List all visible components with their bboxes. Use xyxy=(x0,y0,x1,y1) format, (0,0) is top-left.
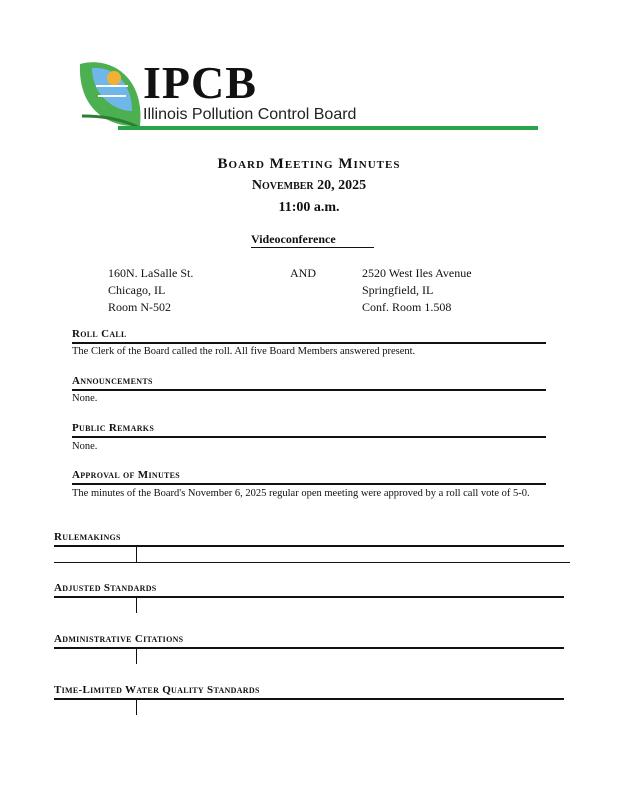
meeting-time: 11:00 a.m. xyxy=(278,200,340,215)
section-rule xyxy=(72,483,546,485)
ipcb-leaf-logo-icon xyxy=(70,56,150,134)
springfield-address xyxy=(362,265,472,316)
section-rule xyxy=(72,436,546,438)
section-rule xyxy=(54,545,564,547)
brand-logotype: IPCB xyxy=(143,57,257,108)
adjusted-standards-heading: Adjusted Standards xyxy=(54,582,157,594)
public-remarks-text: None. xyxy=(72,441,98,452)
chicago-address xyxy=(108,265,193,316)
section-rule xyxy=(72,342,546,344)
rulemakings-heading: Rulemakings xyxy=(54,531,121,543)
time-limited-standards-heading: Time-Limited Water Quality Standards xyxy=(54,684,260,696)
section-rule xyxy=(54,596,564,598)
roll-call-heading: Roll Call xyxy=(72,328,127,340)
springfield-address-line: Conf. Room 1.508 xyxy=(362,300,452,314)
public-remarks-heading: Public Remarks xyxy=(72,422,155,434)
table-rule xyxy=(54,562,570,563)
section-rule xyxy=(54,698,564,700)
meeting-date: November 20, 2025 xyxy=(251,178,367,193)
meeting-venue: Videoconference xyxy=(251,232,374,248)
announcements-heading: Announcements xyxy=(72,375,153,387)
springfield-address-line: 2520 West Iles Avenue xyxy=(362,266,472,280)
table-column-divider xyxy=(136,547,137,562)
header-rule xyxy=(118,126,538,130)
table-column-divider xyxy=(136,700,137,715)
section-rule xyxy=(72,389,546,391)
roll-call-text: The Clerk of the Board called the roll. All five Board Members answered present. xyxy=(72,346,416,357)
approval-heading: Approval of Minutes xyxy=(72,469,181,481)
table-column-divider xyxy=(136,649,137,664)
chicago-address-line: 160N. LaSalle St. xyxy=(108,266,194,280)
board-name: Illinois Pollution Control Board xyxy=(143,106,357,123)
chicago-address-line: Room N-502 xyxy=(108,300,171,314)
springfield-address-line: Springfield, IL xyxy=(362,283,434,297)
address-and: AND xyxy=(290,266,316,280)
section-rule xyxy=(54,647,564,649)
chicago-address-line: Chicago, IL xyxy=(108,283,166,297)
approval-text: The minutes of the Board's November 6, 2025 regular open meeting were approved by a roll call vote of 5-0. xyxy=(72,488,530,499)
table-column-divider xyxy=(136,598,137,613)
announcements-text: None. xyxy=(72,393,98,404)
page-title: Board Meeting Minutes xyxy=(217,156,401,172)
administrative-citations-heading: Administrative Citations xyxy=(54,633,184,645)
